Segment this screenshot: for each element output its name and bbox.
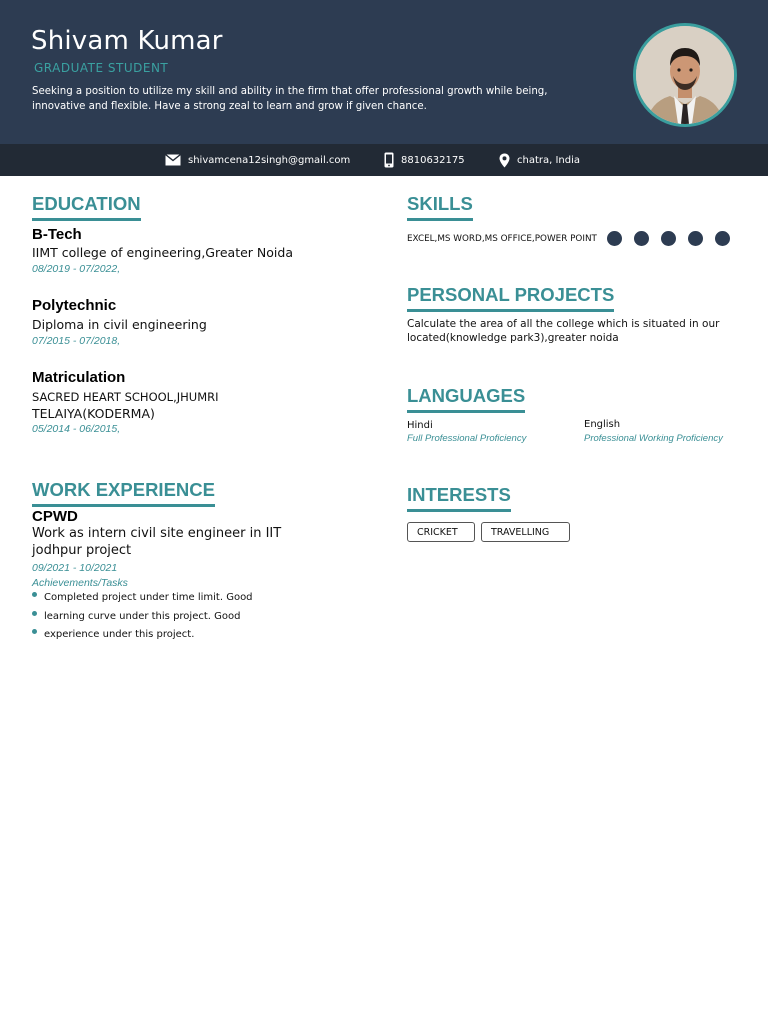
- education-dates: [32, 263, 120, 275]
- work-achievements-label: Achievements/Tasks: [32, 577, 128, 589]
- work-role-line2: jodhpur project: [32, 543, 132, 558]
- project-description-line1: Calculate the area of all the college which is situated in our: [407, 318, 720, 330]
- work-company: CPWD: [32, 508, 78, 525]
- work-dates: 09/2021 - 10/2021: [32, 562, 118, 574]
- email-text: shivamcena12singh@gmail.com: [188, 154, 351, 166]
- achievement-item: [32, 611, 240, 622]
- achievement-text: learning curve under this project. Good: [44, 611, 241, 622]
- education-school-line1: SACRED HEART SCHOOL,JHUMRI: [32, 390, 219, 404]
- education-degree: Polytechnic: [32, 297, 117, 314]
- contact-email[interactable]: [165, 144, 350, 176]
- contact-location: [499, 144, 580, 176]
- bullet-dot: [32, 629, 37, 634]
- education-date-comma: ,: [117, 263, 121, 275]
- language-name: Hindi: [407, 420, 433, 431]
- personal-projects-heading: PERSONAL PROJECTS: [407, 284, 614, 312]
- languages-heading: LANGUAGES: [407, 385, 525, 413]
- profile-summary: Seeking a position to utilize my skill and ability in the firm that offer professional growth while being, innovative and flexible. Have a strong zeal to learn and grow if given chance.: [32, 86, 548, 112]
- education-date-range: 07/2015 - 07/2018: [32, 335, 118, 347]
- work-role-line1: Work as intern civil site engineer in IIT: [32, 526, 282, 541]
- phone-text: 8810632175: [401, 154, 465, 166]
- education-school: Diploma in civil engineering: [32, 317, 207, 332]
- resume-header: [0, 0, 768, 144]
- location-pin-icon: [499, 153, 510, 168]
- language-level: Full Professional Proficiency: [407, 433, 527, 444]
- skill-level-dot: [634, 231, 649, 246]
- skill-level-dot: [715, 231, 730, 246]
- project-description-line2: located(knowledge park3),greater noida: [407, 332, 619, 344]
- skill-level-dot: [688, 231, 703, 246]
- interest-tag: CRICKET: [407, 522, 475, 542]
- education-heading: EDUCATION: [32, 193, 141, 221]
- achievement-text: Completed project under time limit. Good: [44, 592, 253, 603]
- education-date-comma: ,: [117, 335, 121, 347]
- phone-icon: [384, 152, 394, 168]
- profile-photo: [633, 23, 737, 127]
- work-experience-heading: WORK EXPERIENCE: [32, 479, 215, 507]
- candidate-title: GRADUATE STUDENT: [34, 61, 169, 75]
- envelope-icon: [165, 154, 181, 166]
- profile-photo-image: [636, 26, 734, 124]
- contact-phone[interactable]: [384, 144, 465, 176]
- language-level: Professional Working Proficiency: [584, 433, 723, 444]
- education-dates: [32, 423, 120, 435]
- education-date-range: 08/2019 - 07/2022: [32, 263, 118, 275]
- interests-heading: INTERESTS: [407, 484, 511, 512]
- education-dates: [32, 335, 120, 347]
- education-degree: Matriculation: [32, 369, 126, 386]
- skill-level-dot: [607, 231, 622, 246]
- education-degree: B-Tech: [32, 226, 82, 243]
- achievement-item: [32, 629, 194, 640]
- education-date-range: 05/2014 - 06/2015: [32, 423, 118, 435]
- location-text: chatra, India: [517, 154, 581, 166]
- skill-name: EXCEL,MS WORD,MS OFFICE,POWER POINT: [407, 234, 597, 244]
- achievement-item: [32, 592, 253, 603]
- bullet-dot: [32, 611, 37, 616]
- candidate-name: Shivam Kumar: [31, 26, 223, 56]
- contact-bar: [0, 144, 768, 176]
- education-school: IIMT college of engineering,Greater Noida: [32, 245, 293, 260]
- education-school-line2: TELAIYA(KODERMA): [32, 406, 155, 421]
- education-date-comma: ,: [117, 423, 121, 435]
- achievement-text: experience under this project.: [44, 629, 195, 640]
- skills-heading: SKILLS: [407, 193, 473, 221]
- bullet-dot: [32, 592, 37, 597]
- interest-tag: TRAVELLING: [481, 522, 570, 542]
- language-name: English: [584, 419, 621, 430]
- skill-level-dot: [661, 231, 676, 246]
